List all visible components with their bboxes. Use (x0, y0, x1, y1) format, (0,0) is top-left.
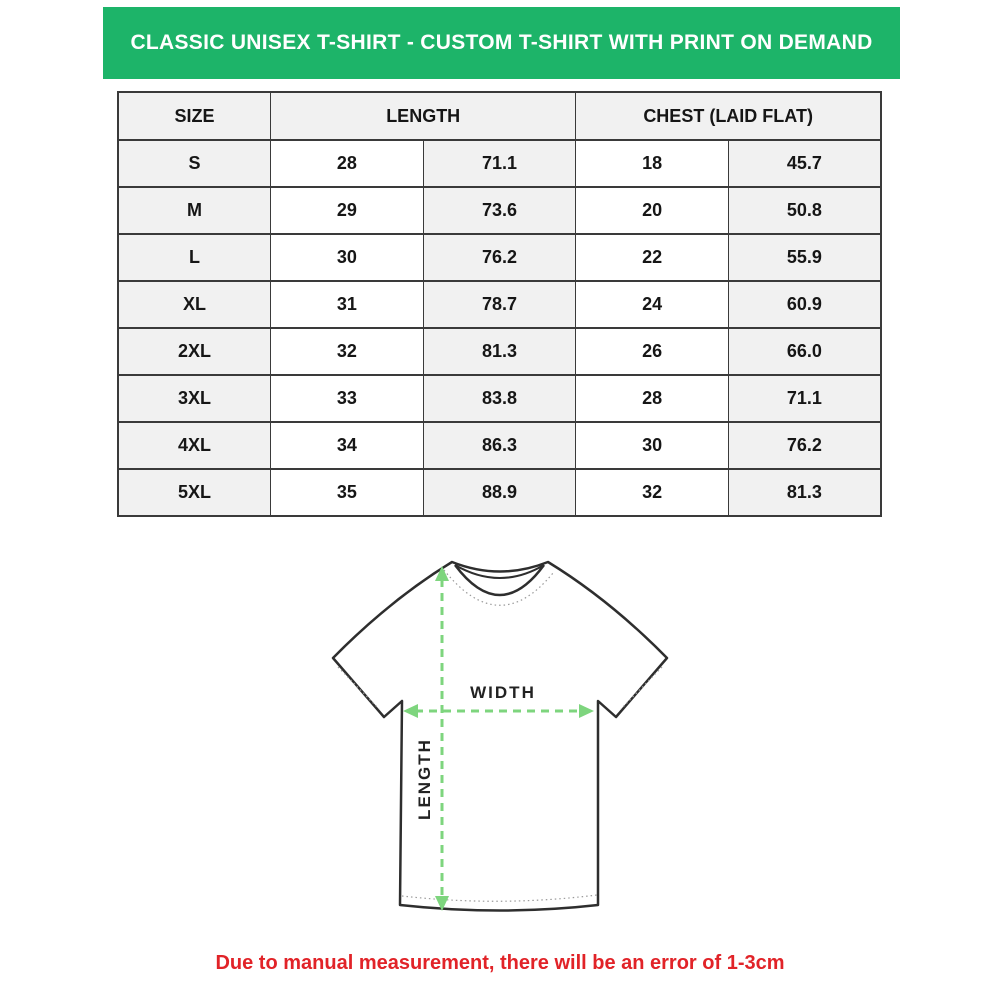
length-in-cell: 30 (271, 234, 424, 281)
size-cell: 4XL (118, 422, 271, 469)
size-cell: 3XL (118, 375, 271, 422)
length-cm-cell: 78.7 (423, 281, 576, 328)
chest-cm-cell: 55.9 (728, 234, 881, 281)
length-in-cell: 35 (271, 469, 424, 516)
chest-in-cell: 22 (576, 234, 729, 281)
page-title: CLASSIC UNISEX T-SHIRT - CUSTOM T-SHIRT WITH PRINT ON DEMAND (130, 31, 873, 54)
length-in-cell: 31 (271, 281, 424, 328)
chest-cm-cell: 81.3 (728, 469, 881, 516)
length-in-cell: 28 (271, 140, 424, 187)
chest-in-cell: 24 (576, 281, 729, 328)
length-cm-cell: 71.1 (423, 140, 576, 187)
chest-in-cell: 30 (576, 422, 729, 469)
length-cm-cell: 76.2 (423, 234, 576, 281)
chest-in-cell: 20 (576, 187, 729, 234)
length-in-cell: 34 (271, 422, 424, 469)
table-row (118, 281, 881, 328)
size-cell: XL (118, 281, 271, 328)
length-cm-cell: 83.8 (423, 375, 576, 422)
size-cell: 2XL (118, 328, 271, 375)
size-chart-table (117, 91, 882, 517)
chest-in-cell: 32 (576, 469, 729, 516)
table-row (118, 234, 881, 281)
measurement-error-note: Due to manual measurement, there will be an error of 1-3cm (215, 952, 785, 974)
size-cell: L (118, 234, 271, 281)
length-cm-cell: 88.9 (423, 469, 576, 516)
length-in-cell: 29 (271, 187, 424, 234)
size-cell: M (118, 187, 271, 234)
header-chest: CHEST (LAID FLAT) (576, 92, 881, 140)
table-row (118, 375, 881, 422)
table-row (118, 328, 881, 375)
table-row (118, 140, 881, 187)
length-in-cell: 32 (271, 328, 424, 375)
table-row (118, 187, 881, 234)
length-label: LENGTH (415, 738, 434, 820)
length-cm-cell: 86.3 (423, 422, 576, 469)
tshirt-measurement-diagram (310, 545, 700, 945)
table-header-row (118, 92, 881, 140)
size-cell: S (118, 140, 271, 187)
header-length: LENGTH (271, 92, 576, 140)
chest-in-cell: 28 (576, 375, 729, 422)
width-label: WIDTH (470, 683, 536, 702)
header-size: SIZE (118, 92, 271, 140)
chest-cm-cell: 45.7 (728, 140, 881, 187)
chest-cm-cell: 66.0 (728, 328, 881, 375)
chest-cm-cell: 71.1 (728, 375, 881, 422)
chest-cm-cell: 50.8 (728, 187, 881, 234)
length-in-cell: 33 (271, 375, 424, 422)
tshirt-outline-icon (310, 545, 700, 945)
size-cell: 5XL (118, 469, 271, 516)
chest-in-cell: 18 (576, 140, 729, 187)
length-cm-cell: 73.6 (423, 187, 576, 234)
chest-cm-cell: 60.9 (728, 281, 881, 328)
title-banner (103, 7, 900, 79)
table-row (118, 422, 881, 469)
table-row (118, 469, 881, 516)
length-cm-cell: 81.3 (423, 328, 576, 375)
chest-cm-cell: 76.2 (728, 422, 881, 469)
chest-in-cell: 26 (576, 328, 729, 375)
